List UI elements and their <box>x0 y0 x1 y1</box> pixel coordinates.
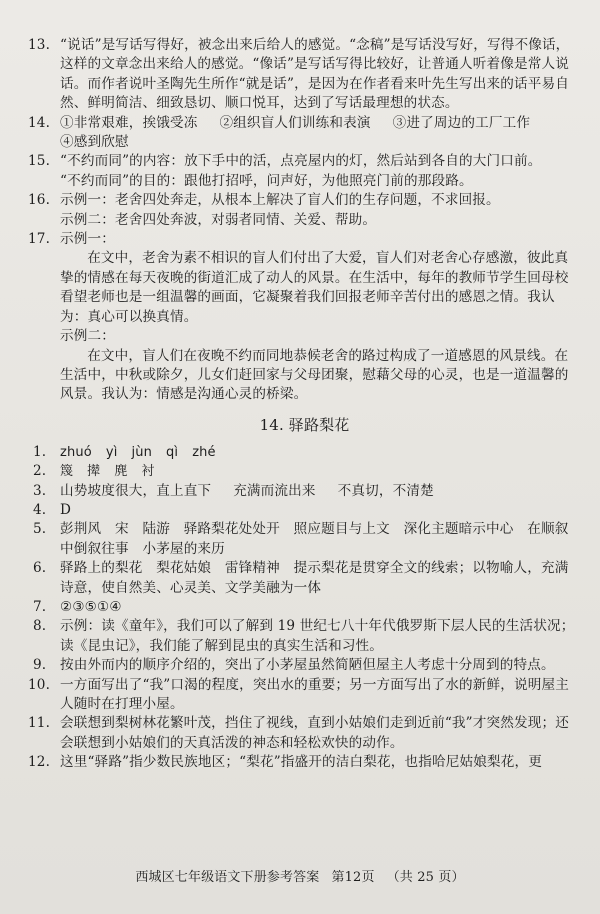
answer-text: 按由外而内的顺序介绍的，突出了小茅屋虽然简陋但屋主人考虑十分周到的特点。 <box>60 657 555 674</box>
page-footer <box>0 868 600 887</box>
answer-text: 彭荆风 宋 陆游 驿路梨花处处开 照应题目与上文 深化主题暗示中心 在顺叙中倒叙往事 小茅屋的来历 <box>60 521 569 557</box>
pinyin: qì <box>166 444 179 460</box>
question-number: 14. <box>28 114 51 131</box>
answer-line: “不约而同”的内容：放下手中的活，点亮屋内的灯，然后站到各自的大门口前。 <box>60 153 542 170</box>
answer-part: ②组织盲人们训练和表演 <box>219 114 371 131</box>
answer-number: 7. <box>33 598 47 615</box>
question-15 <box>28 152 576 191</box>
pinyin-line <box>60 443 576 462</box>
answer-6 <box>33 559 576 598</box>
character-line <box>60 462 576 481</box>
answer-1 <box>33 443 576 462</box>
question-17 <box>28 230 576 405</box>
question-16 <box>28 191 576 230</box>
lesson-title: 14. 驿路梨花 <box>259 415 350 434</box>
answer-text: 这里“驿路”指少数民族地区；“梨花”指盛开的洁白梨花，也指哈尼姑娘梨花，更 <box>60 754 542 771</box>
answer-text: D <box>60 501 72 518</box>
answer-number: 1. <box>33 443 47 460</box>
answer-8 <box>33 617 576 656</box>
answer-9 <box>33 656 576 675</box>
answer-number: 8. <box>33 618 47 635</box>
example-label: 示例二： <box>60 328 115 345</box>
answer-line: ④感到欣慰 <box>60 134 129 151</box>
character: 衬 <box>141 464 155 480</box>
answer-line: 示例：读《童年》，我们可以了解到 19 世纪七八十年代俄罗斯下层人民的生活状况； <box>60 618 575 635</box>
answer-line <box>60 114 576 133</box>
answer-part: ③进了周边的工厂工作 <box>392 114 531 131</box>
answer-number: 10. <box>28 676 51 693</box>
answer-text: 会联想到梨树林花繁叶茂，挡住了视线，直到小姑娘们走到近前“我”才突然发现；还会联想到小姑娘们的天真活泼的神态和轻松欢快的动作。 <box>60 715 569 751</box>
question-number: 17. <box>28 231 51 248</box>
answer-4 <box>33 501 576 520</box>
pinyin: zhé <box>192 444 216 460</box>
answer-number: 5. <box>33 521 47 538</box>
pinyin: jùn <box>131 444 153 460</box>
answer-number: 12. <box>28 754 51 771</box>
answer-line: 读《昆虫记》，我们能了解到昆虫的真实生活和习性。 <box>60 637 384 654</box>
answer-number: 9. <box>33 657 47 674</box>
answer-number: 3. <box>33 482 47 499</box>
character: 撵 <box>87 464 101 480</box>
question-number: 16. <box>28 192 51 209</box>
page-total: （共 25 页） <box>386 870 465 885</box>
question-number: 15. <box>28 153 51 170</box>
question-14 <box>28 114 576 153</box>
answer-text: 在文中，老舍为素不相识的盲人们付出了大爱，盲人们对老舍心存感激，彼此真挚的情感在每天夜晚的街道汇成了动人的风景。在生活中，每年的教师节学生回母校看望老师也是一组温馨的画面，它凝聚着我们回报老师辛苦付出的感恩之情。我认为：真心可以换真情。 <box>60 250 569 325</box>
answer-part: 充满而流出来 <box>233 482 316 499</box>
answer-line: “不约而同”的目的：跟他打招呼，问声好，为他照亮门前的那段路。 <box>60 172 473 189</box>
answer-number: 11. <box>28 715 51 732</box>
answer-line: 示例一：老舍四处奔走，从根本上解决了盲人们的生存问题，不求回报。 <box>60 192 500 209</box>
question-number: 13. <box>28 37 51 53</box>
question-13 <box>28 36 576 114</box>
answer-text: ②③⑤①④ <box>60 598 122 615</box>
answer-text: 驿路上的梨花 梨花姑娘 雷锋精神 提示梨花是贯穿全文的线索；以物喻人，充满诗意，使自然美、心灵美、文学美融为一体 <box>60 560 569 596</box>
answer-part: 山势坡度很大，直上直下 <box>60 482 212 499</box>
character: 麂 <box>114 464 128 480</box>
answer-number: 6. <box>33 560 47 577</box>
answer-12 <box>28 753 576 772</box>
page-number: 第12页 <box>331 870 375 885</box>
answer-10 <box>28 676 576 715</box>
character: 篾 <box>60 464 74 480</box>
example-label: 示例一： <box>60 231 115 248</box>
answer-line <box>60 482 576 501</box>
pinyin: yì <box>105 444 118 460</box>
answer-5 <box>33 520 576 559</box>
answer-text: “说话”是写话写得好，被念出来后给人的感觉。“念稿”是写话没写好，写得不像话，这样的文章念出来给人的感觉。“像话”是写话写得比较好，让普通人听着像是常人说话。而作者说叶圣陶先生所作“就是话”，是因为在作者看来叶先生写出来的话平易自然、鲜明简洁、细致恳切、顺口悦耳，达到了写话最理想的状态。 <box>60 37 570 112</box>
book-title: 西城区七年级语文下册参考答案 <box>135 870 320 885</box>
answer-2 <box>33 462 576 481</box>
pinyin: zhuó <box>60 444 92 460</box>
answer-text: 在文中，盲人们在夜晚不约而同地恭候老舍的路过构成了一道感恩的风景线。在生活中，中秋或除夕，儿女们赶回家与父母团聚，慰藉父母的心灵，也是一道温馨的风景。我认为：情感是沟通心灵的桥梁。 <box>60 347 569 403</box>
answer-number: 2. <box>33 463 47 480</box>
answer-7 <box>33 598 576 617</box>
answer-part: 不真切，不清楚 <box>337 482 434 499</box>
answer-3 <box>33 482 576 501</box>
answer-part: ①非常艰难，挨饿受冻 <box>60 114 198 131</box>
answer-number: 4. <box>33 501 47 518</box>
answer-line: 示例二：老舍四处奔波，对弱者同情、关爱、帮助。 <box>60 211 377 228</box>
answer-text: 一方面写出了“我”口渴的程度，突出水的重要；另一方面写出了水的新鲜，说明屋主人随时在打理小屋。 <box>60 676 569 712</box>
answer-11 <box>28 714 576 753</box>
